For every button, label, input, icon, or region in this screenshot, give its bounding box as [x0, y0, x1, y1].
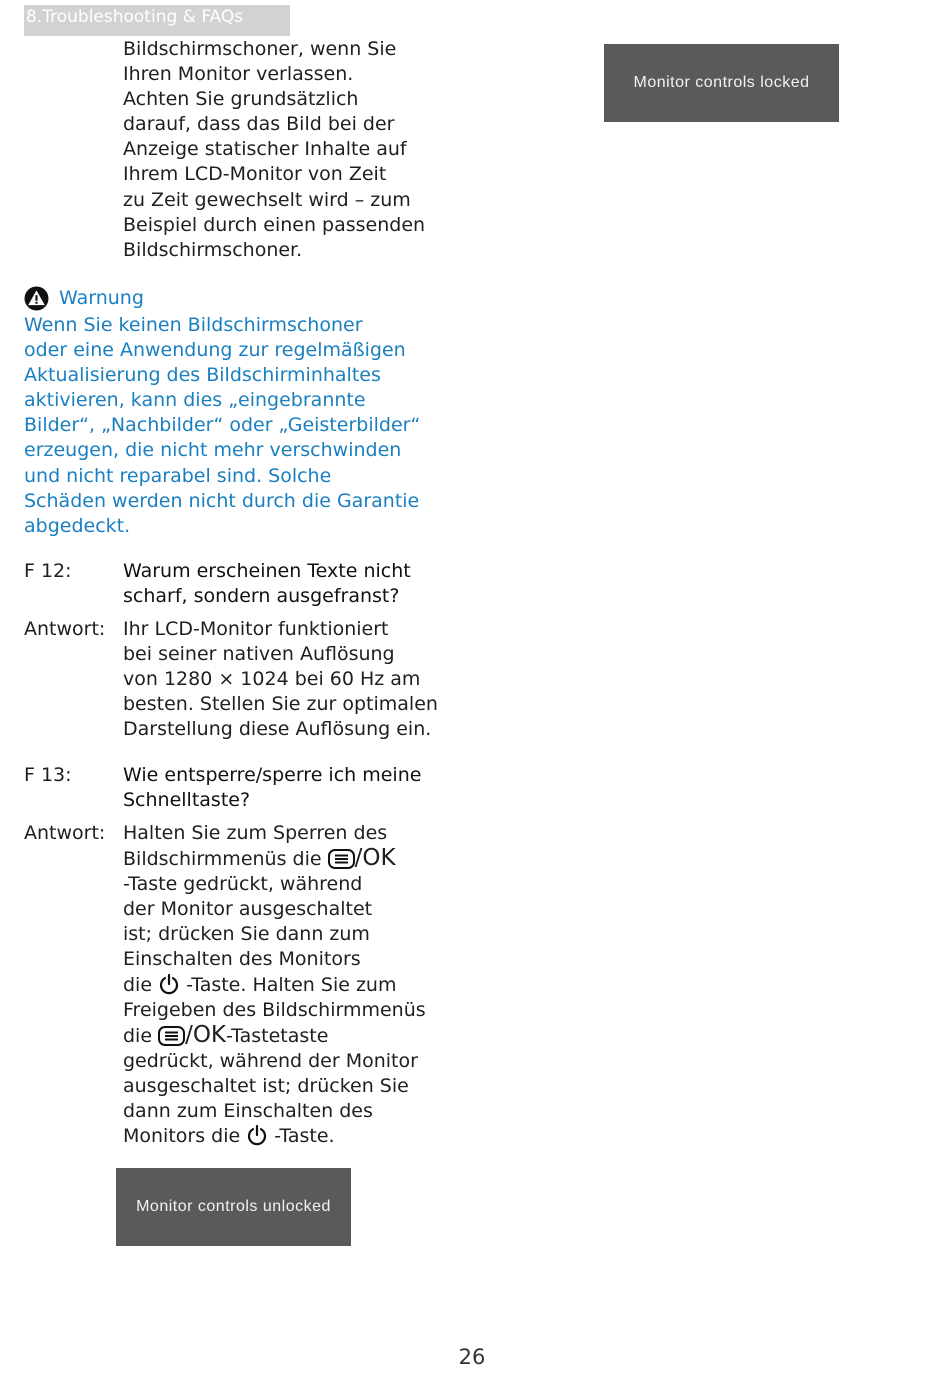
answer-line: -Taste gedrückt, während — [123, 873, 363, 896]
question-line: Schnelltaste? — [123, 789, 251, 812]
intro-line: Ihren Monitor verlassen. — [123, 63, 354, 86]
answer-text: Monitors die — [123, 1125, 247, 1148]
ok-label: /OK — [185, 1021, 227, 1048]
warning-text — [24, 313, 454, 539]
answer-line: von 1280 × 1024 bei 60 Hz am — [123, 668, 421, 691]
intro-line: Anzeige statischer Inhalte auf — [123, 138, 407, 161]
popup-unlocked-text: Monitor controls unlocked — [136, 1198, 331, 1215]
intro-line: Achten Sie grundsätzlich — [123, 88, 359, 111]
faq13-answer-label: Antwort: — [24, 822, 106, 844]
faq13-answer — [123, 821, 458, 1149]
answer-line: Darstellung diese Auflösung ein. — [123, 718, 432, 741]
answer-line — [123, 846, 458, 872]
menu-button-icon — [158, 1026, 185, 1046]
warning-line: und nicht reparabel sind. Solche — [24, 464, 332, 487]
answer-text: die — [123, 973, 159, 996]
intro-paragraph — [123, 37, 458, 263]
answer-text: -Taste. Halten Sie zum — [180, 973, 397, 996]
intro-line: zu Zeit gewechselt wird – zum — [123, 188, 411, 211]
answer-line: besten. Stellen Sie zur optimalen — [123, 693, 438, 716]
answer-line: dann zum Einschalten des — [123, 1100, 373, 1123]
intro-line: Beispiel durch einen passenden — [123, 213, 426, 236]
answer-text: die — [123, 1024, 159, 1047]
answer-line — [123, 973, 458, 998]
question-line: Wie entsperre/sperre ich meine — [123, 764, 422, 786]
section-header: 8.Troubleshooting & FAQs — [24, 5, 290, 36]
intro-line: Bildschirmschoner, wenn Sie — [123, 38, 397, 60]
popup-monitor-controls-unlocked — [116, 1168, 351, 1246]
warning-line: Bilder“, „Nachbilder“ oder „Geisterbilder“ — [24, 414, 421, 437]
answer-line: gedrückt, während der Monitor — [123, 1049, 418, 1072]
warning-line: Aktualisierung des Bildschirminhaltes — [24, 364, 381, 387]
warning-icon — [24, 286, 49, 311]
answer-line: Einschalten des Monitors — [123, 948, 361, 971]
faq12-question — [123, 559, 458, 609]
power-icon — [246, 1124, 268, 1146]
warning-line: erzeugen, die nicht mehr verschwinden — [24, 439, 402, 462]
faq12-label: F 12: — [24, 560, 72, 582]
faq13-label: F 13: — [24, 764, 72, 786]
warning-title: Warnung — [59, 287, 144, 309]
menu-button-icon — [328, 849, 355, 869]
answer-line — [123, 1124, 458, 1149]
answer-text: -Taste. — [268, 1125, 335, 1148]
intro-line: Ihrem LCD-Monitor von Zeit — [123, 163, 387, 186]
answer-line: Ihr LCD-Monitor funktioniert — [123, 618, 389, 640]
power-icon — [158, 973, 180, 995]
answer-line: ist; drücken Sie dann zum — [123, 923, 370, 946]
popup-monitor-controls-locked — [604, 44, 839, 122]
answer-line — [123, 1023, 458, 1049]
warning-line: Schäden werden nicht durch die Garantie — [24, 489, 420, 512]
answer-line: ausgeschaltet ist; drücken Sie — [123, 1074, 409, 1097]
faq13-question — [123, 763, 458, 813]
answer-line: Freigeben des Bildschirmmenüs — [123, 998, 426, 1021]
answer-text: -Tastetaste — [226, 1024, 329, 1047]
question-line: Warum erscheinen Texte nicht — [123, 560, 411, 582]
popup-locked-text: Monitor controls locked — [633, 74, 810, 91]
ok-label: /OK — [354, 845, 396, 872]
faq12-answer-label: Antwort: — [24, 618, 106, 640]
question-line: scharf, sondern ausgefranst? — [123, 585, 400, 608]
intro-line: Bildschirmschoner. — [123, 238, 303, 261]
answer-text: Bildschirmmenüs die — [123, 848, 328, 871]
warning-line: Wenn Sie keinen Bildschirmschoner — [24, 314, 363, 336]
warning-line: oder eine Anwendung zur regelmäßigen — [24, 339, 406, 362]
warning-heading — [24, 285, 144, 311]
answer-line: bei seiner nativen Auflösung — [123, 643, 395, 666]
warning-line: aktivieren, kann dies „eingebrannte — [24, 389, 366, 412]
answer-line: Halten Sie zum Sperren des — [123, 822, 388, 844]
warning-line: abgedeckt. — [24, 514, 131, 537]
faq12-answer — [123, 617, 458, 742]
intro-line: darauf, dass das Bild bei der — [123, 113, 395, 136]
page-number: 26 — [458, 1345, 486, 1369]
answer-line: der Monitor ausgeschaltet — [123, 898, 373, 921]
